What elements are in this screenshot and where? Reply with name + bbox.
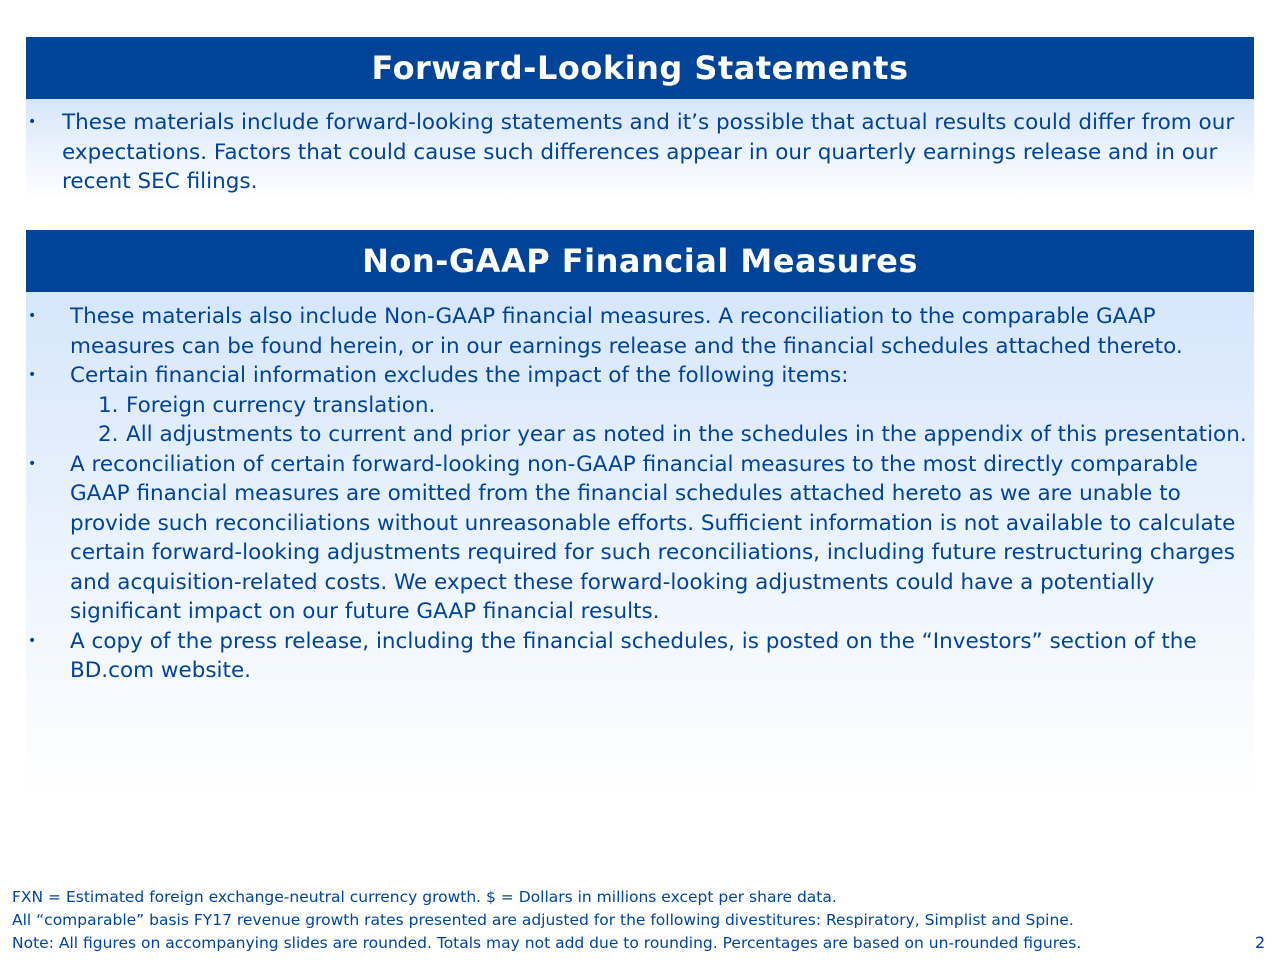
non-gaap-bullet-3 — [26, 450, 1254, 627]
non-gaap-bullet-2 — [26, 361, 1254, 450]
bullet-icon: • — [28, 308, 37, 324]
excluded-item-1 — [70, 391, 1250, 421]
non-gaap-bullet-1 — [26, 302, 1254, 361]
bullet-icon: • — [28, 632, 37, 649]
footnotes — [12, 886, 1268, 955]
excluded-item-2 — [70, 420, 1250, 450]
non-gaap-bullet-4 — [26, 627, 1254, 686]
non-gaap-bullet-list — [26, 292, 1254, 686]
footnote-rounding: Note: All figures on accompanying slides are rounded. Totals may not add due to rounding. Percentages are based on un-rounded figures. — [12, 934, 1082, 952]
excluded-items-list — [70, 391, 1250, 450]
forward-looking-text: These materials include forward-looking statements and it’s possible that actual results could differ from our expectations. Factors that could cause such differences appear in our quarterly earnings release and in our recent SEC filings. — [62, 110, 1235, 194]
forward-looking-body — [26, 99, 1254, 200]
item-text: All adjustments to current and prior year as noted in the schedules in the appendix of this presentation. — [126, 422, 1247, 447]
forward-looking-bullet — [26, 99, 1254, 197]
bullet-text: A reconciliation of certain forward-looking non-GAAP financial measures to the most directly comparable GAAP financial measures are omitted from the financial schedules attached hereto as we are unable to provide such reconciliations without unreasonable efforts. Sufficient information is not available to calculate certain forward-looking adjustments required for such reconciliations, including future restructuring charges and acquisition-related costs. We expect these forward-looking adjustments could have a potentially significant impact on our future GAAP financial results. — [70, 451, 1236, 624]
forward-looking-title: Forward-Looking Statements — [371, 49, 909, 87]
item-number: 2. — [98, 422, 119, 447]
non-gaap-body — [26, 292, 1254, 800]
forward-looking-header — [26, 37, 1254, 99]
bullet-icon: • — [28, 455, 37, 472]
footnote-fxn: FXN = Estimated foreign exchange-neutral currency growth. $ = Dollars in millions except per share data. — [12, 888, 837, 906]
bullet-icon: • — [28, 367, 37, 383]
page-number: 2 — [1255, 933, 1266, 952]
bullet-text: Certain financial information excludes the impact of the following items: — [70, 363, 849, 388]
item-text: Foreign currency translation. — [126, 392, 436, 418]
footnote-comparable: All “comparable” basis FY17 revenue growth rates presented are adjusted for the following divestitures: Respiratory, Simplist and Spine. — [12, 911, 1074, 929]
bullet-text: A copy of the press release, including the financial schedules, is posted on the “Investors” section of the BD.com website. — [70, 628, 1197, 683]
bullet-icon: • — [28, 114, 37, 130]
non-gaap-header — [26, 230, 1254, 292]
non-gaap-title: Non-GAAP Financial Measures — [362, 242, 918, 280]
bullet-text: These materials also include Non-GAAP financial measures. A reconciliation to the comparable GAAP measures can be found herein, or in our earnings release and the financial schedules attached thereto. — [70, 304, 1183, 359]
item-number: 1. — [98, 392, 119, 418]
